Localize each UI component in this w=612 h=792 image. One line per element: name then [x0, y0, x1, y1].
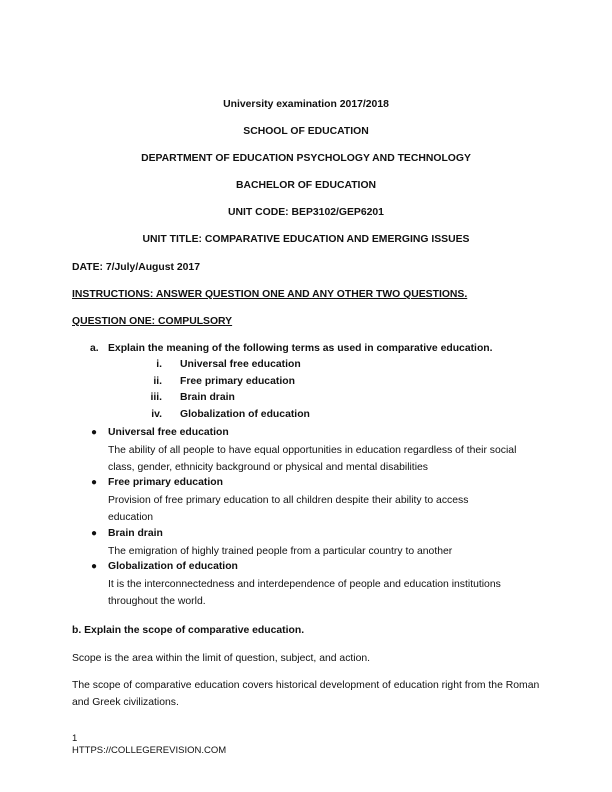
list-item-text: Globalization of education: [180, 408, 310, 420]
unit-title: UNIT TITLE: COMPARATIVE EDUCATION AND EMERGING ISSUES: [142, 234, 470, 245]
answer-definition: Provision of free primary education to all children despite their ability to access education: [108, 495, 469, 523]
list-item-number: iii.: [150, 392, 162, 403]
instructions: INSTRUCTIONS: ANSWER QUESTION ONE AND ANY OTHER TWO QUESTIONS.: [72, 289, 468, 300]
bullet-icon: ●: [91, 527, 98, 539]
list-item-number: ii.: [153, 375, 162, 387]
scope-description-paragraph: The scope of comparative education covers historical development of education right from the Roman and Greek civilizations.: [72, 680, 540, 708]
answer-term: Free primary education: [108, 477, 223, 489]
list-item: [0, 391, 612, 408]
list-item-text: Universal free education: [180, 359, 301, 370]
list-item-number: iv.: [151, 408, 162, 420]
question-b-heading: b. Explain the scope of comparative education.: [72, 625, 305, 636]
footer-url: HTTPS://COLLEGEREVISION.COM: [72, 745, 227, 756]
list-item: [0, 408, 612, 425]
answer-term: Globalization of education: [108, 561, 238, 573]
exam-header: [0, 98, 612, 260]
bullet-icon: ●: [91, 427, 98, 438]
exam-title: University examination 2017/2018: [223, 99, 389, 110]
scope-definition-paragraph: Scope is the area within the limit of question, subject, and action.: [72, 653, 371, 664]
question-a-term-list: [0, 358, 612, 424]
answer-definition: The emigration of highly trained people from a particular country to another: [108, 545, 453, 557]
page-number: 1: [72, 733, 78, 744]
question-a-marker: a.: [90, 343, 99, 354]
page-footer: [72, 733, 226, 757]
degree-name: BACHELOR OF EDUCATION: [235, 180, 377, 191]
answer-item: [0, 476, 612, 526]
list-item: [0, 375, 612, 392]
bullet-icon: ●: [91, 477, 98, 489]
question-a-text: Explain the meaning of the following terms as used in comparative education.: [108, 343, 493, 354]
bullet-icon: ●: [91, 561, 98, 573]
answer-item: [0, 560, 612, 610]
school-name: SCHOOL OF EDUCATION: [243, 126, 369, 137]
department-name: DEPARTMENT OF EDUCATION PSYCHOLOGY AND TECHNOLOGY: [141, 153, 471, 164]
unit-code: UNIT CODE: BEP3102/GEP6201: [228, 207, 384, 218]
list-item-number: i.: [156, 359, 162, 370]
answer-term: Universal free education: [108, 427, 229, 438]
question-a: [90, 342, 493, 356]
answer-definition: It is the interconnectedness and interdependence of people and education institutions throughout the world.: [108, 579, 501, 607]
answer-bullet-list: [0, 426, 612, 611]
list-item-text: Brain drain: [180, 392, 235, 403]
answer-item: [0, 527, 612, 561]
list-item: [0, 358, 612, 375]
answer-term: Brain drain: [108, 527, 163, 539]
answer-item: [0, 426, 612, 476]
exam-date: DATE: 7/July/August 2017: [72, 262, 200, 273]
answer-definition: The ability of all people to have equal opportunities in education regardless of their social class, gender, ethnicity background or physical and mental disabilities: [108, 444, 517, 473]
question-one-heading: QUESTION ONE: COMPULSORY: [72, 316, 233, 327]
list-item-text: Free primary education: [180, 375, 295, 387]
